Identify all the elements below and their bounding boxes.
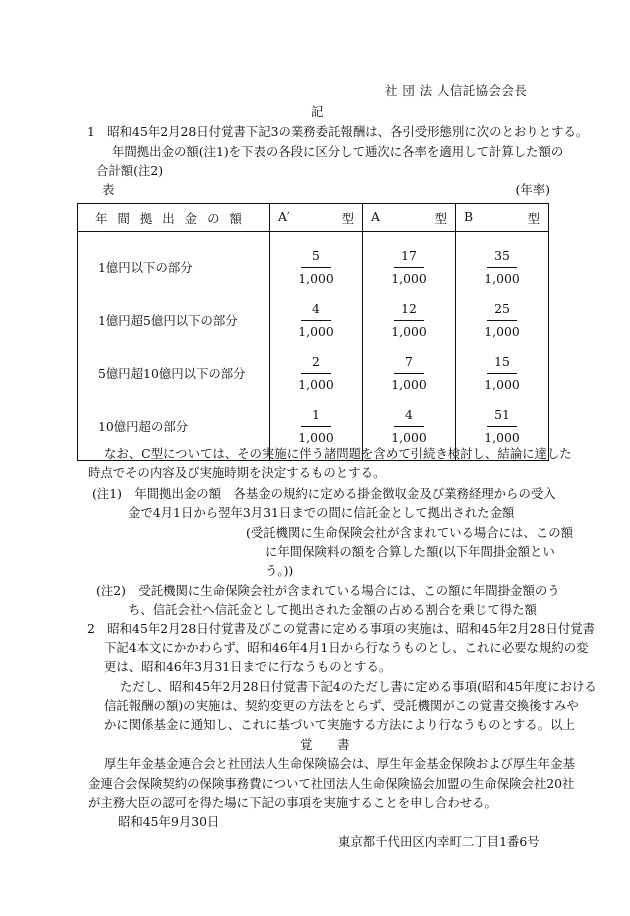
rate-a-cell — [363, 293, 456, 346]
header-amount: 年間拠出金の額 — [78, 204, 270, 232]
rate-numerator: 2 — [312, 354, 320, 370]
memo-line2: 金連合会保険契約の保険事務費について社団法人生命保険協会加盟の生命保険会社20社 — [88, 776, 575, 791]
rate-denominator: 1,000 — [484, 376, 520, 392]
rate-numerator: 51 — [494, 407, 510, 423]
rate-numerator: 7 — [405, 354, 413, 370]
rate-table — [77, 203, 549, 461]
rate-denominator: 1,000 — [484, 270, 520, 286]
note2-line1: (注2) 受託機関に生命保険会社が含まれている場合には、この額に年間掛金額のう — [96, 583, 560, 598]
note2-line2: ち、信託会社へ信託金として拠出された金額の占める割合を乗じて得た額 — [128, 602, 537, 617]
rate-unit: (年率) — [515, 182, 550, 197]
rate-a-prime-cell — [270, 293, 363, 346]
rate-denominator: 1,000 — [391, 429, 427, 445]
rate-numerator: 4 — [312, 301, 320, 317]
rate-b-cell — [456, 293, 549, 346]
table-label: 表 — [102, 182, 115, 197]
rate-a-cell — [363, 346, 456, 399]
rate-denominator: 1,000 — [391, 323, 427, 339]
header-a-type: 型 — [434, 210, 447, 226]
note1-line2: 金で4月1日から翌年3月31日までの間に信託金として拠出された金額 — [128, 505, 515, 520]
memo-title: 覚 書 — [300, 737, 350, 752]
table-row — [78, 346, 549, 399]
rate-numerator: 5 — [312, 248, 320, 264]
section2-line3: 更は、昭和46年3月31日までに行なうものとする。 — [104, 659, 392, 674]
rate-numerator: 12 — [401, 301, 417, 317]
section2-line4: ただし、昭和45年2月28日付覚書下記4のただし書に定める事項(昭和45年度における — [120, 679, 597, 694]
rate-b-cell — [456, 346, 549, 399]
header-b-letter: B — [464, 208, 474, 224]
rate-numerator: 4 — [405, 407, 413, 423]
table-row — [78, 232, 549, 294]
table-row — [78, 293, 549, 346]
c-type-line1: なお、C型については、その実施に伴う諸問題を含めて引続き検討し、結論に達した — [104, 446, 572, 461]
rate-denominator: 1,000 — [298, 429, 334, 445]
rate-numerator: 17 — [401, 248, 417, 264]
header-b-type: 型 — [527, 210, 540, 226]
row-label: 10億円超の部分 — [98, 418, 189, 434]
rate-a-prime-cell — [270, 346, 363, 399]
rate-denominator: 1,000 — [298, 270, 334, 286]
note1-line3: (受託機関に生命保険会社が含まれている場合には、この額 — [246, 525, 573, 540]
row-label: 1億円超5億円以下の部分 — [98, 312, 238, 328]
header-a-letter: A — [371, 208, 380, 224]
memo-date: 昭和45年9月30日 — [118, 814, 220, 829]
ki-heading: 記 — [311, 104, 324, 119]
section1-line2: 年間拠出金の額(注1)を下表の各段に区分して逓次に各率を適用して計算した額の — [112, 144, 564, 159]
section1-heading: 1 昭和45年2月28日付覚書下記3の業務委託報酬は、各引受形態別に次のとおりとする。 — [87, 124, 589, 139]
note1-line4: に年間保険料の額を合算した額(以下年間掛金額とい — [265, 544, 555, 559]
header-a-prime — [270, 204, 363, 232]
rate-table-header — [78, 204, 549, 232]
rate-numerator: 15 — [494, 354, 510, 370]
rate-denominator: 1,000 — [484, 323, 520, 339]
rate-numerator: 1 — [312, 407, 320, 423]
section2-line6: かに関係基金に通知し、これに基づいて実施する方法により行なうものとする。以上 — [104, 717, 575, 732]
rate-denominator: 1,000 — [484, 429, 520, 445]
note1-line1: (注1) 年間拠出金の額 各基金の規約に定める掛金徴収金及び業務経理からの受入 — [92, 486, 556, 501]
section1-line3: 合計額(注2) — [96, 163, 164, 178]
header-b — [456, 204, 549, 232]
rate-denominator: 1,000 — [298, 323, 334, 339]
section2-line5: 信託報酬の額)の実施は、契約変更の方法をとらず、受託機関がこの覚書交換後すみや — [104, 698, 579, 713]
c-type-line2: 時点でその内容及び実施時期を決定するものとする。 — [88, 465, 386, 480]
rate-a-prime-cell — [270, 232, 363, 294]
rate-denominator: 1,000 — [298, 376, 334, 392]
header-a-prime-type: 型 — [341, 210, 354, 226]
memo-line1: 厚生年金基金連合会と社団法人生命保険協会は、厚生年金基金保険および厚生年金基 — [104, 756, 575, 771]
memo-line3: が主務大臣の認可を得た場に下記の事項を実施することを申し合わせる。 — [88, 795, 497, 810]
header-a-prime-letter: A′ — [278, 208, 290, 224]
rate-denominator: 1,000 — [391, 270, 427, 286]
memo-address: 東京都千代田区内幸町二丁目1番6号 — [338, 834, 540, 849]
rate-a-cell — [363, 232, 456, 294]
section2-line1: 2 昭和45年2月28日付覚書及びこの覚書に定める事項の実施は、昭和45年2月28日付覚書 — [87, 621, 595, 636]
rate-denominator: 1,000 — [391, 376, 427, 392]
section2-line2: 下記4本文にかかわらず、昭和46年4月1日から行なうものとし、これに必要な規約の変 — [104, 640, 589, 655]
organization-title: 社 団 法 人信託協会会長 — [385, 83, 528, 98]
rate-numerator: 35 — [494, 248, 510, 264]
header-a — [363, 204, 456, 232]
row-label: 5億円超10億円以下の部分 — [98, 365, 246, 381]
note1-line5: う。)) — [265, 563, 294, 578]
rate-b-cell — [456, 232, 549, 294]
row-label: 1億円以下の部分 — [98, 259, 193, 275]
rate-numerator: 25 — [494, 301, 510, 317]
